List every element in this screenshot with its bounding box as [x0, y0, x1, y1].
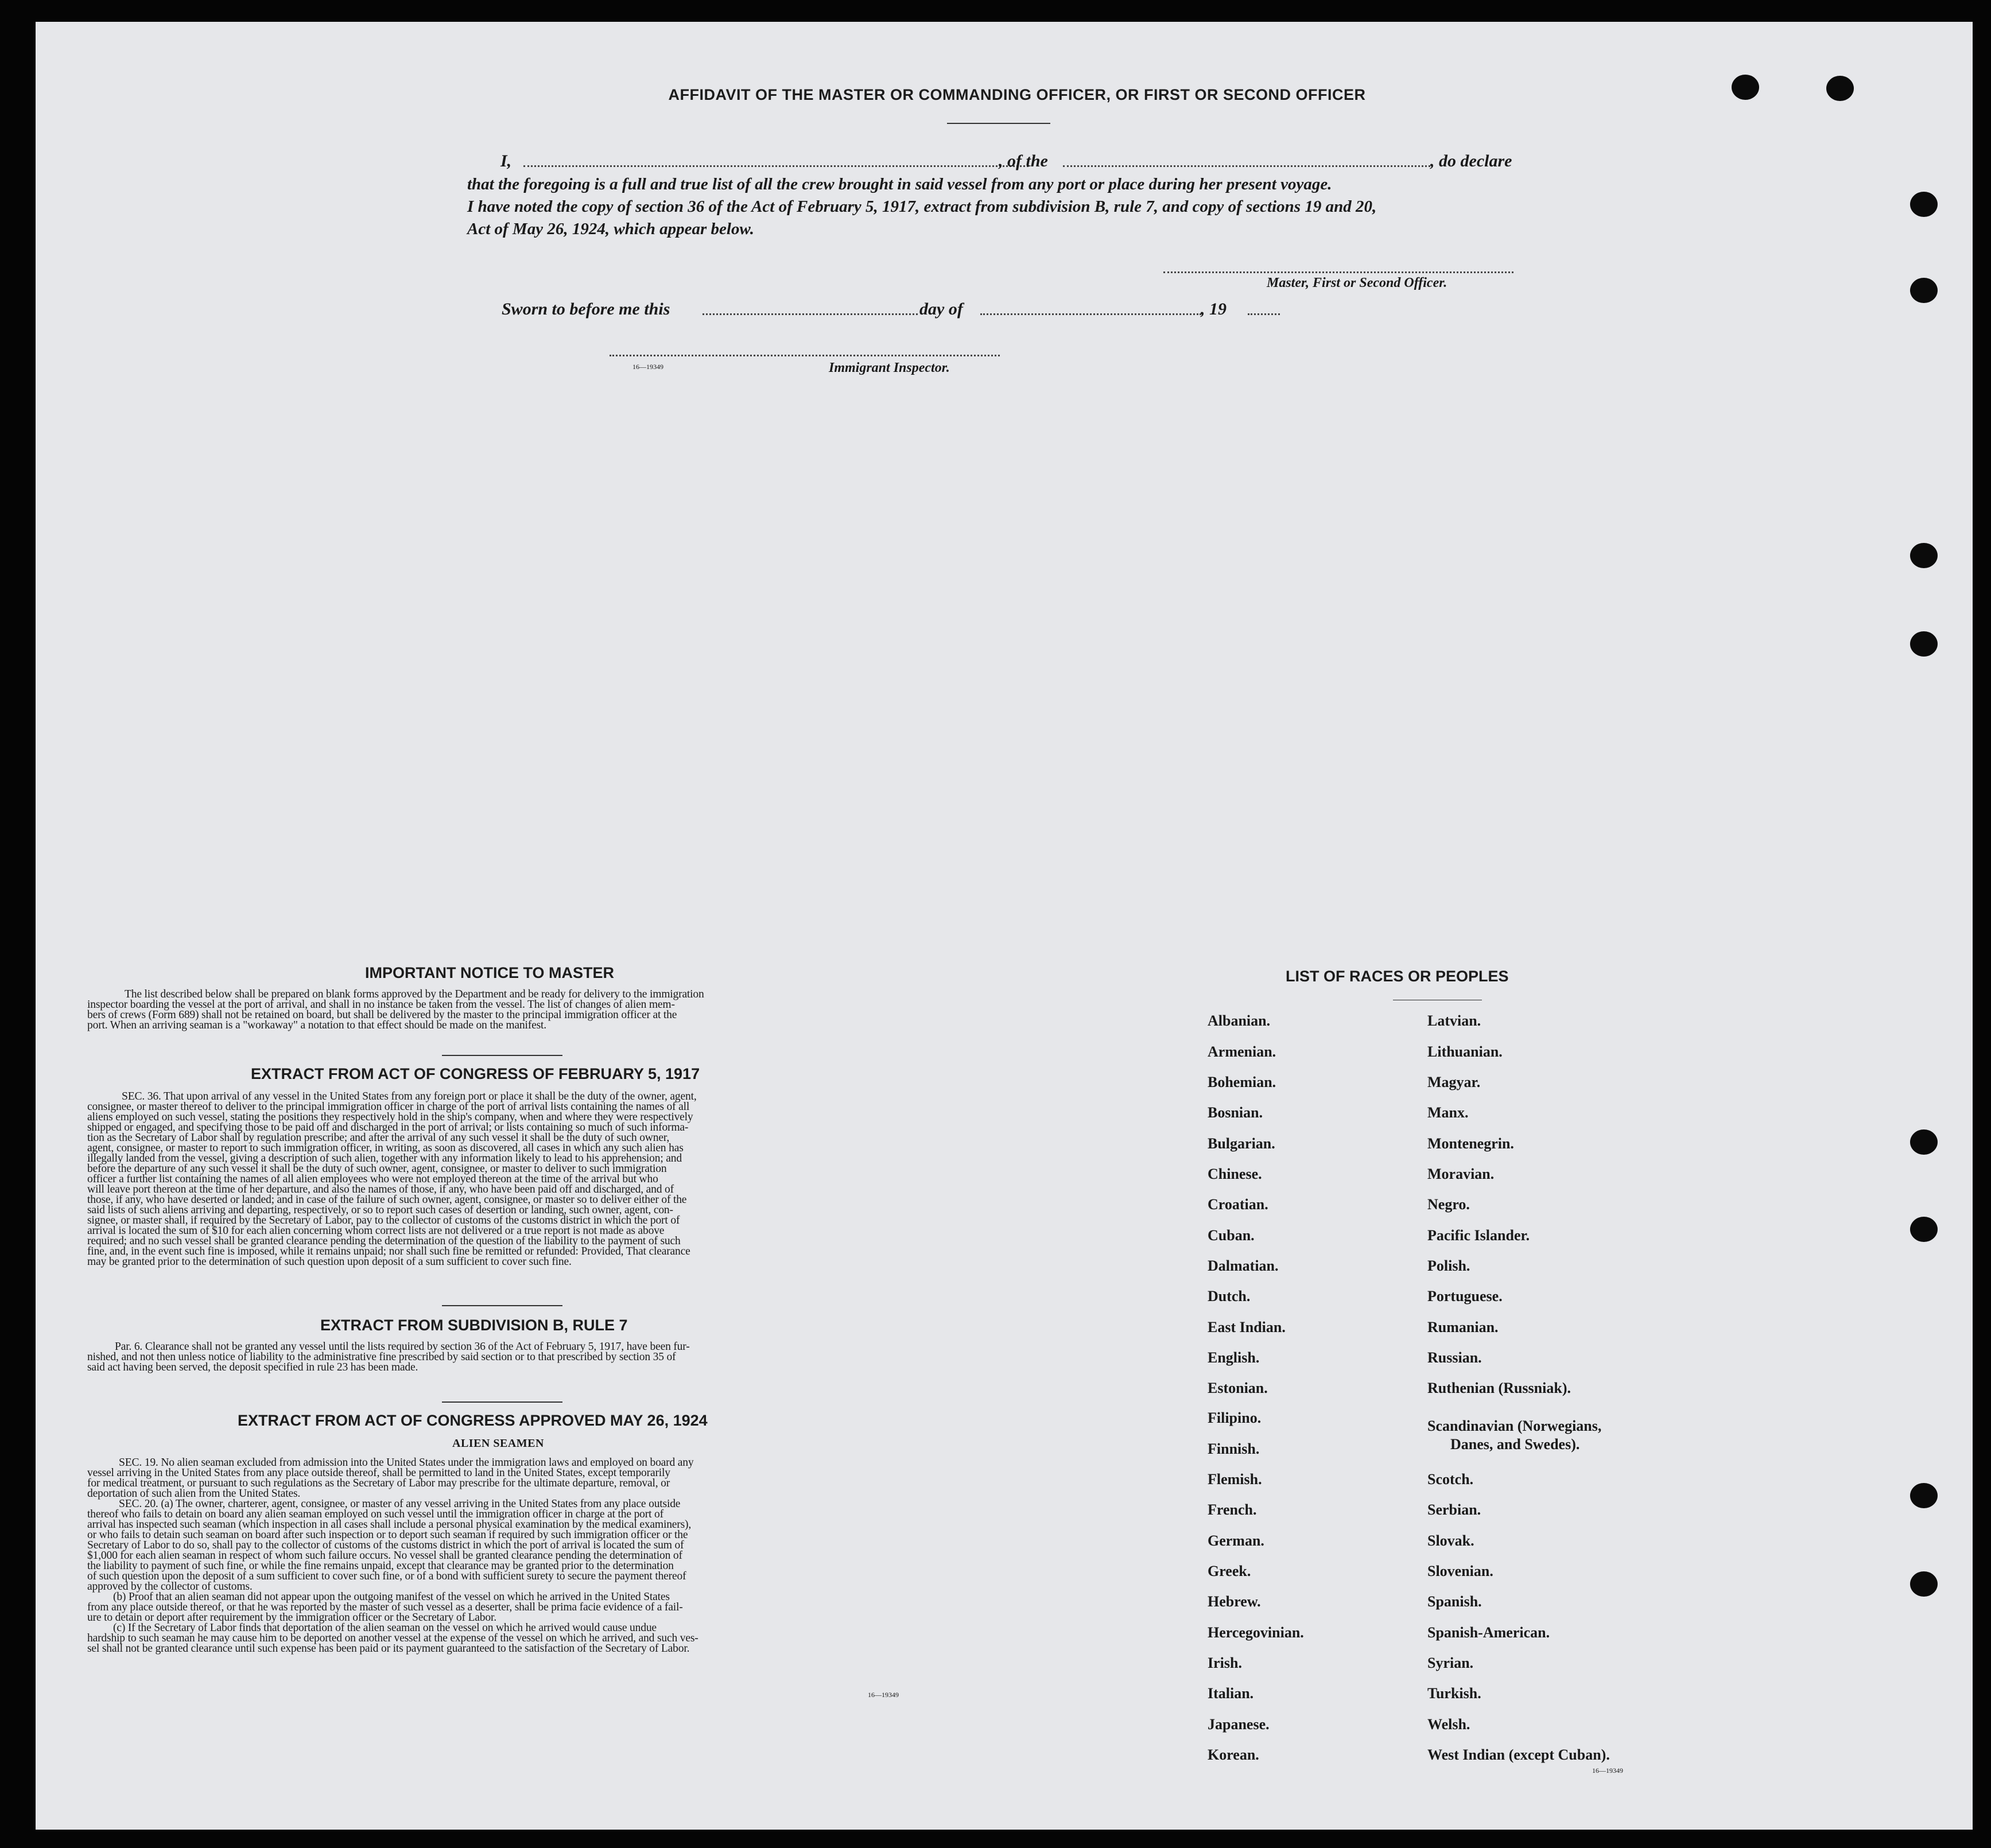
race-item: Flemish.: [1208, 1471, 1262, 1488]
sworn-year-blank[interactable]: [1248, 313, 1280, 315]
sworn-day-of: day of: [919, 300, 963, 319]
rule7-title: EXTRACT FROM SUBDIVISION B, RULE 7: [320, 1317, 628, 1334]
binder-hole-6: [1910, 1217, 1938, 1242]
act1917-line: signee, or master shall, if required by the Secretary of Labor, pay to the collector of customs of the customs district in which the port of: [87, 1214, 680, 1226]
race-item: Latvian.: [1427, 1012, 1481, 1029]
race-item: Montenegrin.: [1427, 1135, 1514, 1152]
act1917-line: aliens employed on such vessel, stating the positions they respectively hold in the ship's company, when and where they were respectively: [87, 1111, 693, 1123]
rule7-line: nished, and not then unless notice of liability to the administrative fine prescribed by said section or to that prescribed by section 35 of: [87, 1351, 676, 1363]
race-item: Moravian.: [1427, 1166, 1495, 1182]
race-item: Dalmatian.: [1208, 1257, 1279, 1274]
act1917-title: EXTRACT FROM ACT OF CONGRESS OF FEBRUARY 5, 1917: [251, 1065, 700, 1082]
race-item: Slovak.: [1427, 1532, 1474, 1549]
act1917-line: shipped or engaged, and specifying those to be paid off and discharged in the port of arrival; or lists containing so much of such informa-: [87, 1121, 689, 1133]
race-item: Bulgarian.: [1208, 1135, 1275, 1152]
act1924-line: from any place outside thereof, or that he was reported by the master of such vessel as a deserter, shall be prima facie evidence of a fail-: [87, 1601, 683, 1613]
binder-hole-4: [1910, 631, 1938, 657]
affidavit-line1-i: I,: [500, 152, 512, 170]
binder-hole-1: [1910, 192, 1938, 217]
race-item: Korean.: [1208, 1746, 1259, 1763]
act1924-line: SEC. 20. (a) The owner, charterer, agent, consignee, or master of any vessel arriving in the United States from any place outside: [119, 1498, 681, 1510]
race-item: Hebrew.: [1208, 1593, 1261, 1610]
rule7-line: Par. 6. Clearance shall not be granted any vessel until the lists required by section 36 of the Act of February 5, 1917, have been fur-: [115, 1341, 690, 1353]
vessel-blank[interactable]: [1063, 165, 1430, 167]
act1917-line: SEC. 36. That upon arrival of any vessel in the United States from any foreign port or place it shall be the duty of the owner, agent,: [122, 1090, 697, 1102]
race-item: Slovenian.: [1427, 1563, 1493, 1579]
race-item: Danes, and Swedes).: [1450, 1436, 1580, 1453]
race-item: Bohemian.: [1208, 1074, 1276, 1090]
act1924-line: for medical treatment, or pursuant to such regulations as the Secretary of Labor may prescribe for the ultimate departure, removal, or: [87, 1477, 670, 1489]
signature-caption: Master, First or Second Officer.: [1267, 275, 1447, 290]
act1924-line: the liability to payment of such fine, or while the fine remains unpaid, except that clearance may be granted prior to the determination: [87, 1560, 674, 1572]
inspector-caption: Immigrant Inspector.: [829, 360, 950, 375]
affidavit-form-number: 16—19349: [632, 363, 663, 371]
race-item: Pacific Islander.: [1427, 1227, 1530, 1244]
signature-line[interactable]: [1163, 271, 1513, 273]
race-item: Estonian.: [1208, 1380, 1268, 1396]
section-divider: [442, 1305, 562, 1306]
act1917-line: fine, and, in the event such fine is imposed, while it remains unpaid; nor shall such fine be remitted or refunded: Provided, That clearance: [87, 1245, 690, 1257]
notice-line: inspector boarding the vessel at the port of arrival, and shall in no instance be taken from the vessel. The list of changes of alien mem-: [87, 999, 675, 1011]
races-form-number: 16—19349: [1592, 1767, 1623, 1775]
race-item: Hercegovinian.: [1208, 1624, 1304, 1641]
race-item: Portuguese.: [1427, 1288, 1503, 1305]
notice-title: IMPORTANT NOTICE TO MASTER: [365, 964, 614, 981]
affidavit-line1-of: , of the: [999, 152, 1048, 170]
act1924-line: hardship to such seaman he may cause him to be deported on another vessel at the expense of the vessel on which he arrived, and such ves-: [87, 1632, 698, 1644]
act1917-line: tion as the Secretary of Labor shall by regulation prescribe; and after the arrival of any such vessel it shall be the duty of such owner,: [87, 1132, 670, 1144]
sworn-prefix: Sworn to before me this: [502, 300, 670, 319]
act1924-line: (c) If the Secretary of Labor finds that deportation of the alien seaman on the vessel on which he arrived would cause undue: [113, 1622, 657, 1634]
act1917-line: before the departure of any such vessel it shall be the duty of such owner, agent, consignee, or master to deliver to such immigration: [87, 1163, 667, 1175]
act1924-line: of such question upon the deposit of a sum sufficient to cover such fine, or of a bond with sufficient surety to secure the payment thereof: [87, 1570, 686, 1582]
race-item: Armenian.: [1208, 1043, 1276, 1060]
act1917-line: consignee, or master thereof to deliver to the principal immigration officer in charge of the port of arrival lists containing the names of all: [87, 1101, 690, 1113]
race-item: Irish.: [1208, 1655, 1242, 1671]
race-item: French.: [1208, 1501, 1257, 1518]
notice-line: port. When an arriving seaman is a "workaway" a notation to that effect should be made on the manifest.: [87, 1019, 546, 1031]
act1924-line: $1,000 for each alien seaman in respect of whom such failure occurs. No vessel shall be granted clearance pending the determination of: [87, 1550, 682, 1562]
act1917-line: arrival is located the sum of $10 for each alien concerning whom correct lists are not delivered or a true report is not made as above: [87, 1225, 665, 1237]
race-item: Chinese.: [1208, 1166, 1262, 1182]
inspector-signature-line[interactable]: [610, 355, 1000, 356]
act1924-line: Secretary of Labor to do so, shall pay to the collector of customs of the customs district in which the port of arrival is located the sum of: [87, 1539, 684, 1551]
race-item: Bosnian.: [1208, 1104, 1263, 1121]
act1917-line: will leave port thereon at the time of her departure, and also the names of those, if any, who have been paid off and discharged, and of: [87, 1183, 674, 1195]
race-item: Rumanian.: [1427, 1319, 1499, 1335]
race-item: Lithuanian.: [1427, 1043, 1503, 1060]
race-item: Polish.: [1427, 1257, 1470, 1274]
act1924-line: SEC. 19. No alien seaman excluded from admission into the United States under the immigration laws and employed on board any: [119, 1457, 694, 1469]
race-item: Welsh.: [1427, 1716, 1470, 1733]
race-item: Serbian.: [1427, 1501, 1481, 1518]
race-item: Italian.: [1208, 1685, 1254, 1702]
act1917-line: agent, consignee, or master to report to such immigration officer, in writing, as soon as discovered, all cases in which any such alien has: [87, 1142, 684, 1154]
race-item: German.: [1208, 1532, 1264, 1549]
act1924-line: thereof who fails to detain on board any alien seaman employed on such vessel until the immigration officer in charge at the port of: [87, 1508, 663, 1520]
races-title: LIST OF RACES OR PEOPLES: [1286, 968, 1509, 985]
race-item: Dutch.: [1208, 1288, 1251, 1305]
binder-hole-8: [1910, 1571, 1938, 1597]
affidavit-title: AFFIDAVIT OF THE MASTER OR COMMANDING OFFICER, OR FIRST OR SECOND OFFICER: [668, 86, 1366, 103]
binder-hole-top-left: [1732, 75, 1759, 100]
act1924-line: arrival has inspected such seaman (which inspection in all cases shall include a personal physical examination by the medical examiners),: [87, 1519, 692, 1531]
title-divider: [947, 123, 1050, 124]
sworn-year: , 19: [1201, 300, 1227, 319]
binder-hole-3: [1910, 543, 1938, 568]
binder-hole-7: [1910, 1483, 1938, 1508]
race-item: Scandinavian (Norwegians,: [1427, 1418, 1602, 1434]
affidavit-line1-declare: , do declare: [1430, 152, 1512, 170]
act1924-title: EXTRACT FROM ACT OF CONGRESS APPROVED MAY 26, 1924: [238, 1412, 708, 1429]
act1924-line: (b) Proof that an alien seaman did not appear upon the outgoing manifest of the vessel on which he arrived in the United States: [113, 1591, 670, 1603]
race-item: Albanian.: [1208, 1012, 1271, 1029]
race-item: English.: [1208, 1349, 1260, 1366]
act1924-line: ure to detain or deport after requirement by the immigration officer or the Secretary of Labor.: [87, 1612, 496, 1624]
race-item: Syrian.: [1427, 1655, 1474, 1671]
binder-hole-5: [1910, 1129, 1938, 1155]
race-item: Cuban.: [1208, 1227, 1255, 1244]
race-item: Negro.: [1427, 1196, 1470, 1213]
race-item: Russian.: [1427, 1349, 1482, 1366]
notice-line: The list described below shall be prepared on blank forms approved by the Department and be ready for delivery to the immigration: [125, 988, 704, 1000]
race-item: Finnish.: [1208, 1441, 1260, 1457]
race-item: Greek.: [1208, 1563, 1251, 1579]
race-item: Spanish-American.: [1427, 1624, 1550, 1641]
act1924-line: sel shall not be granted clearance until such expense has been paid or its payment guaranteed to the satisfaction of the Secretary of Labor.: [87, 1643, 690, 1655]
act1924-line: deportation of such alien from the United States.: [87, 1488, 301, 1500]
race-item: Croatian.: [1208, 1196, 1268, 1213]
race-item: Spanish.: [1427, 1593, 1482, 1610]
race-item: Scotch.: [1427, 1471, 1474, 1488]
act1924-line: or who fails to detain such seaman on board after such inspection or to deport such seaman if required by such immigration officer or the: [87, 1529, 688, 1541]
sworn-month-blank[interactable]: [980, 313, 1201, 315]
act1917-line: officer a further list containing the names of all alien employees who were not employed thereon at the time of the arrival but who: [87, 1173, 658, 1185]
race-item: East Indian.: [1208, 1319, 1286, 1335]
act1917-line: required; and no such vessel shall be granted clearance pending the determination of the question of the liability to the payment of such: [87, 1235, 681, 1247]
race-item: West Indian (except Cuban).: [1427, 1746, 1610, 1763]
affidavit-line3: I have noted the copy of section 36 of the Act of February 5, 1917, extract from subdivision B, rule 7, and copy of sections 19 and 20,: [467, 197, 1377, 216]
act1917-line: illegally landed from the vessel, giving a description of such alien, together with any information likely to lead to his apprehension; and: [87, 1152, 682, 1164]
act1924-line: vessel arriving in the United States from any place outside thereof, shall be permitted to land in the United States, except temporarily: [87, 1467, 670, 1479]
race-item: Japanese.: [1208, 1716, 1270, 1733]
sworn-day-blank[interactable]: [703, 313, 918, 315]
act1917-line: may be granted prior to the determination of such question upon deposit of a sum sufficient to cover such fine.: [87, 1256, 572, 1268]
binder-hole-top-right: [1826, 76, 1854, 101]
notice-line: bers of crews (Form 689) shall not be retained on board, but shall be delivered by the master to the principal immigration officer at the: [87, 1009, 677, 1021]
race-item: Ruthenian (Russniak).: [1427, 1380, 1571, 1396]
act1924-subtitle: ALIEN SEAMEN: [452, 1437, 544, 1450]
act1924-line: approved by the collector of customs.: [87, 1581, 253, 1593]
affidavit-line4: Act of May 26, 1924, which appear below.: [467, 220, 754, 238]
race-item: Magyar.: [1427, 1074, 1481, 1090]
act1917-line: said lists of such aliens arriving and departing, respectively, or so to report such cases of desertion or landing, such owner, agent, con-: [87, 1204, 673, 1216]
section-divider: [442, 1055, 562, 1056]
section-divider: [442, 1401, 562, 1403]
name-blank[interactable]: [523, 165, 1029, 167]
form-sheet: [36, 22, 1973, 1830]
race-item: Manx.: [1427, 1104, 1469, 1121]
act1917-line: those, if any, who have deserted or landed; and in case of the failure of such owner, agent, consignee, or master so to deliver either of the: [87, 1194, 687, 1206]
affidavit-line2: that the foregoing is a full and true list of all the crew brought in said vessel from any port or place during her present voyage.: [467, 175, 1332, 193]
rule7-line: said act having been served, the deposit specified in rule 23 has been made.: [87, 1361, 418, 1373]
race-item: Turkish.: [1427, 1685, 1481, 1702]
race-item: Filipino.: [1208, 1410, 1262, 1426]
act1924-form-number: 16—19349: [868, 1691, 899, 1699]
binder-hole-2: [1910, 278, 1938, 303]
